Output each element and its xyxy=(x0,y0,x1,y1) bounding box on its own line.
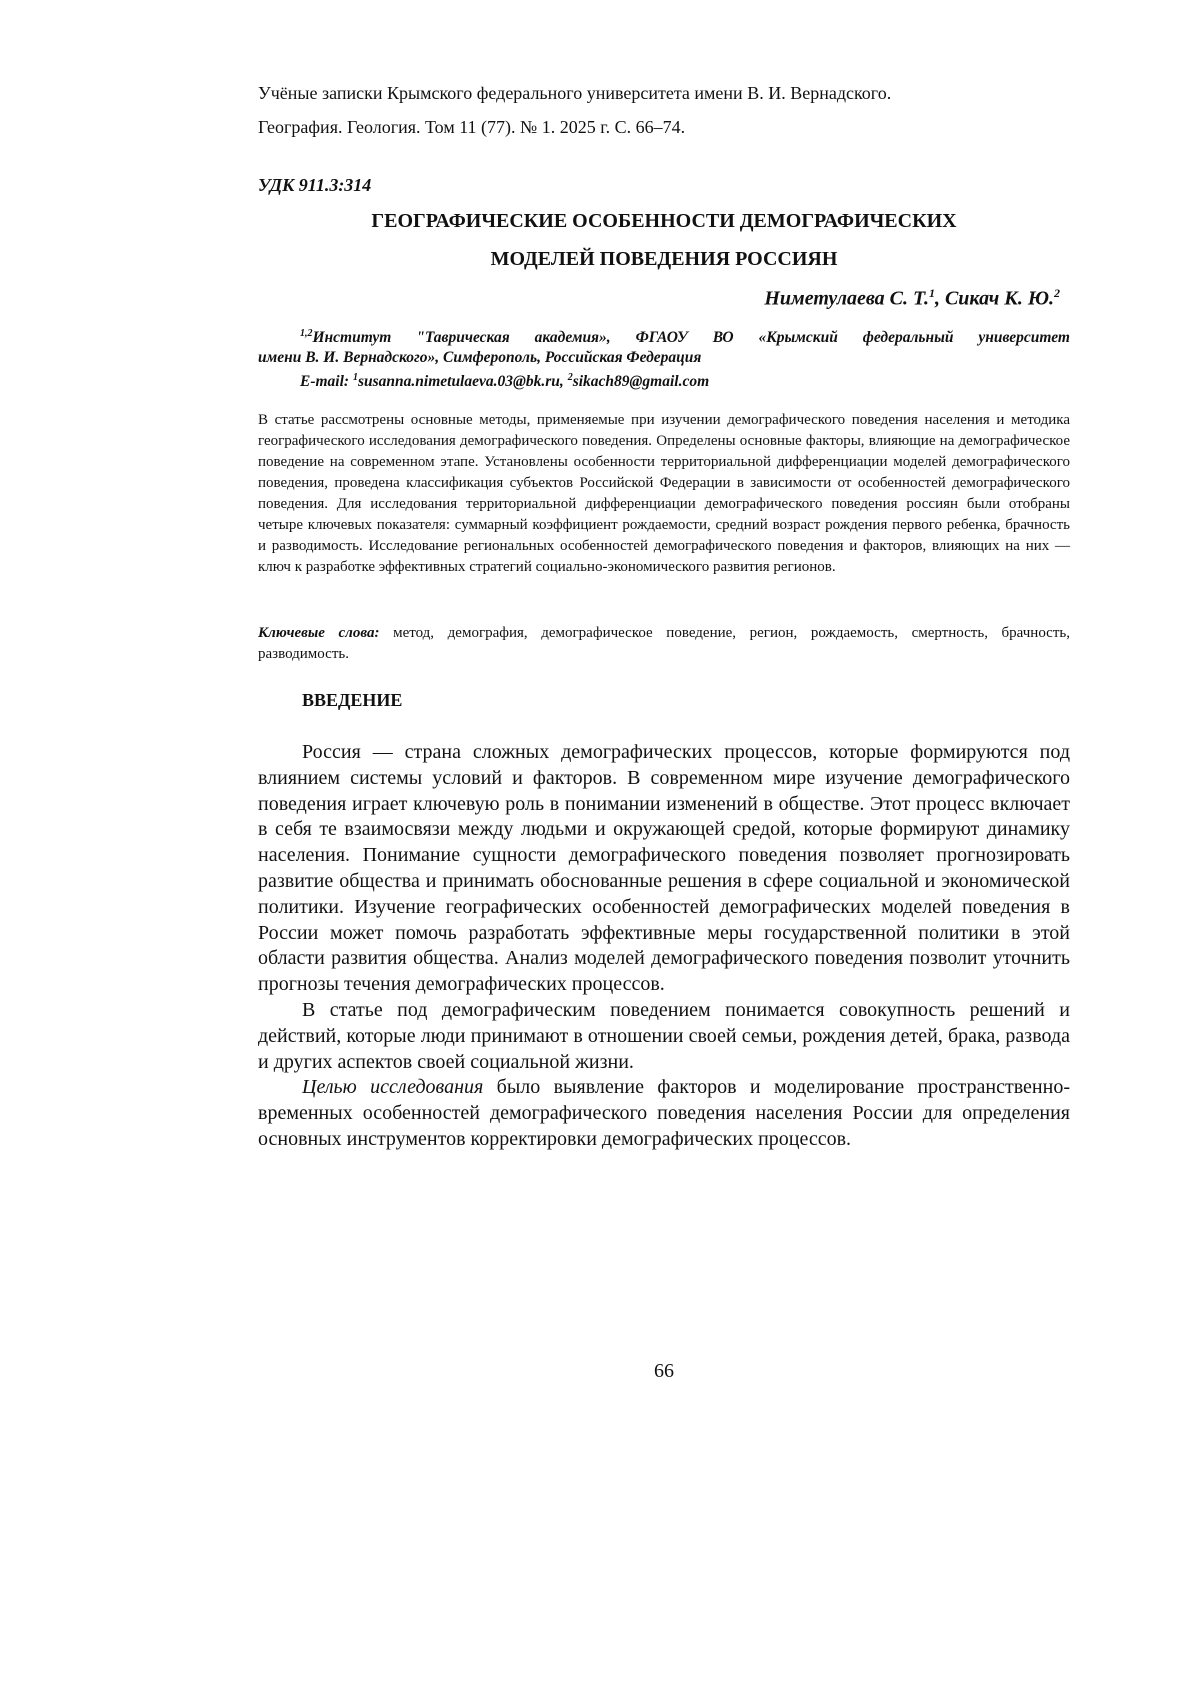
intro-heading: ВВЕДЕНИЕ xyxy=(302,690,402,711)
author1-sup: 1 xyxy=(929,286,935,300)
body-paragraph-3-rest: было выявление факторов и моделирование пространственно-временных особенностей демографического поведения населения России для определения основных инструментов корректировки демографических процессов. xyxy=(258,1076,1070,1150)
research-goal-emphasis: Целью исследования xyxy=(302,1076,483,1098)
email-line xyxy=(258,368,1070,392)
author1: Ниметулаева С. Т. xyxy=(764,288,929,310)
affiliation-line2: имени В. И. Вернадского», Симферополь, Российская Федерация xyxy=(258,348,1070,368)
email2-sup: 2 xyxy=(568,372,573,383)
keywords xyxy=(258,623,1070,665)
journal-header-line2: География. Геология. Том 11 (77). № 1. 2025 г. С. 66–74. xyxy=(258,116,685,138)
keywords-text: метод, демография, демографическое поведение, регион, рождаемость, смертность, брачность, разводимость. xyxy=(258,625,1070,662)
affiliation xyxy=(258,324,1070,392)
body-paragraph-2: В статье под демографическим поведением понимается совокупность решений и действий, которые люди принимают в отношении своей семьи, рождения детей, брака, развода и других аспектов своей социальной жизни. xyxy=(258,998,1070,1075)
page-number: 66 xyxy=(258,1360,1070,1383)
body-paragraph-3 xyxy=(258,1075,1070,1152)
affiliation-line1 xyxy=(258,324,1070,348)
affiliation-sup: 1,2 xyxy=(300,328,313,339)
author2: Сикач К. Ю. xyxy=(945,288,1054,310)
body-text xyxy=(258,740,1070,1153)
affiliation-line1-text: Институт "Таврическая академия», ФГАОУ ВО «Крымский федеральный университет xyxy=(313,329,1071,346)
body-paragraph-1: Россия — страна сложных демографических процессов, которые формируются под влиянием системы условий и факторов. В современном мире изучение демографического поведения играет ключевую роль в понимании изменений в обществе. Этот процесс включает в себя те взаимосвязи между людьми и окружающей средой, которые формируют динамику населения. Понимание сущности демографического поведения позволяет прогнозировать развитие общества и принимать обоснованные решения в сфере социальной и экономической политики. Изучение географических особенностей демографических моделей поведения в России может помочь разработать эффективные меры государственной политики в этой области развития общества. Анализ моделей демографического поведения позволит уточнить прогнозы течения демографических процессов. xyxy=(258,740,1070,998)
email1-sup: 1 xyxy=(353,372,358,383)
journal-header-line1: Учёные записки Крымского федерального университета имени В. И. Вернадского. xyxy=(258,82,891,104)
authors xyxy=(258,286,1070,311)
udk-code: УДК 911.3:314 xyxy=(258,175,371,196)
keywords-label: Ключевые слова: xyxy=(258,625,379,641)
email-label: E-mail: xyxy=(300,373,353,390)
title-line1: ГЕОГРАФИЧЕСКИЕ ОСОБЕННОСТИ ДЕМОГРАФИЧЕСКИХ xyxy=(258,209,1070,233)
author2-sup: 2 xyxy=(1054,286,1060,300)
abstract: В статье рассмотрены основные методы, применяемые при изучении демографического поведения населения и методика географического исследования демографического поведения. Определены основные факторы, влияющие на демографическое поведение на современном этапе. Установлены особенности территориальной дифференциации моделей демографического поведения, проведена классификация субъектов Российской Федерации в зависимости от особенностей демографического поведения. Для исследования территориальной дифференциации демографического поведения россиян были отобраны четыре ключевых показателя: суммарный коэффициент рождаемости, средний возраст рождения первого ребенка, брачность и разводимость. Исследование региональных особенностей демографического поведения и факторов, влияющих на них — ключ к разработке эффективных стратегий социально-экономического развития регионов. xyxy=(258,410,1070,578)
email1: susanna.nimetulaeva.03@bk.ru, xyxy=(358,373,568,390)
email2: sikach89@gmail.com xyxy=(573,373,709,390)
title-line2: МОДЕЛЕЙ ПОВЕДЕНИЯ РОССИЯН xyxy=(258,247,1070,271)
author-separator: , xyxy=(935,288,945,310)
